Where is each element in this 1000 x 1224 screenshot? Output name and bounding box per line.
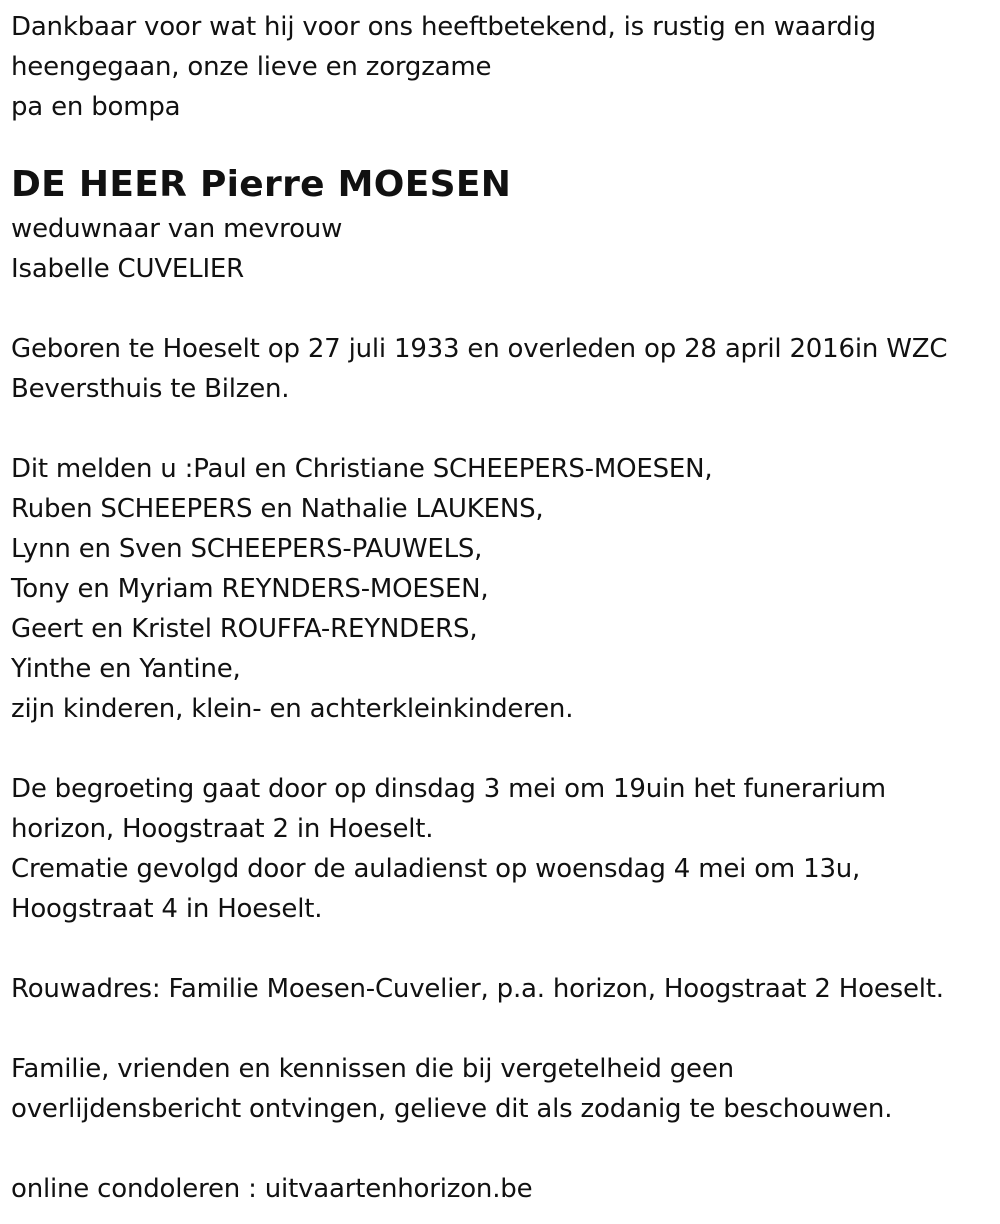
spacer bbox=[11, 929, 1000, 969]
notice-line: Familie, vrienden en kennissen die bij vergetelheid geen bbox=[11, 1054, 734, 1084]
family-line: Tony en Myriam REYNDERS-MOESEN, bbox=[11, 574, 489, 604]
family-line: zijn kinderen, klein- en achterkleinkinderen. bbox=[11, 694, 574, 724]
family-line: Dit melden u :Paul en Christiane SCHEEPERS-MOESEN, bbox=[11, 454, 713, 484]
mourning-address: Rouwadres: Familie Moesen-Cuvelier, p.a. horizon, Hoogstraat 2 Hoeselt. bbox=[11, 974, 944, 1004]
family-line: Geert en Kristel ROUFFA-REYNDERS, bbox=[11, 614, 478, 644]
spacer bbox=[11, 1009, 1000, 1049]
family-line: Lynn en Sven SCHEEPERS-PAUWELS, bbox=[11, 534, 483, 564]
ceremony-line: Hoogstraat 4 in Hoeselt. bbox=[11, 894, 323, 924]
widower-line: Isabelle CUVELIER bbox=[11, 254, 244, 284]
family-paragraph bbox=[11, 449, 1000, 729]
birth-death-line: Beversthuis te Bilzen. bbox=[11, 374, 290, 404]
birth-death-line: Geboren te Hoeselt op 27 juli 1933 en overleden op 28 april 2016in WZC bbox=[11, 334, 948, 364]
spacer bbox=[11, 729, 1000, 769]
ceremony-line: Crematie gevolgd door de auladienst op woensdag 4 mei om 13u, bbox=[11, 854, 861, 884]
ceremony-line: De begroeting gaat door op dinsdag 3 mei om 19uin het funerarium bbox=[11, 774, 886, 804]
intro-line: heengegaan, onze lieve en zorgzame bbox=[11, 52, 492, 82]
widower-line: weduwnaar van mevrouw bbox=[11, 214, 343, 244]
spacer bbox=[11, 1129, 1000, 1169]
condolence-paragraph bbox=[11, 1169, 1000, 1209]
birth-death-paragraph bbox=[11, 329, 1000, 409]
family-line: Yinthe en Yantine, bbox=[11, 654, 241, 684]
spacer bbox=[11, 289, 1000, 329]
address-paragraph bbox=[11, 969, 1000, 1009]
notice-paragraph bbox=[11, 1049, 1000, 1129]
deceased-name-title: DE HEER Pierre MOESEN bbox=[11, 164, 512, 205]
spacer bbox=[11, 409, 1000, 449]
widower-paragraph bbox=[11, 209, 1000, 289]
notice-line: overlijdensbericht ontvingen, gelieve dit als zodanig te beschouwen. bbox=[11, 1094, 893, 1124]
intro-paragraph bbox=[11, 7, 1000, 127]
intro-line: pa en bompa bbox=[11, 92, 181, 122]
ceremony-line: horizon, Hoogstraat 2 in Hoeselt. bbox=[11, 814, 434, 844]
ceremony-paragraph bbox=[11, 769, 1000, 929]
condolence-link-text: online condoleren : uitvaartenhorizon.be bbox=[11, 1174, 533, 1204]
family-line: Ruben SCHEEPERS en Nathalie LAUKENS, bbox=[11, 494, 544, 524]
intro-line: Dankbaar voor wat hij voor ons heeftbetekend, is rustig en waardig bbox=[11, 12, 876, 42]
